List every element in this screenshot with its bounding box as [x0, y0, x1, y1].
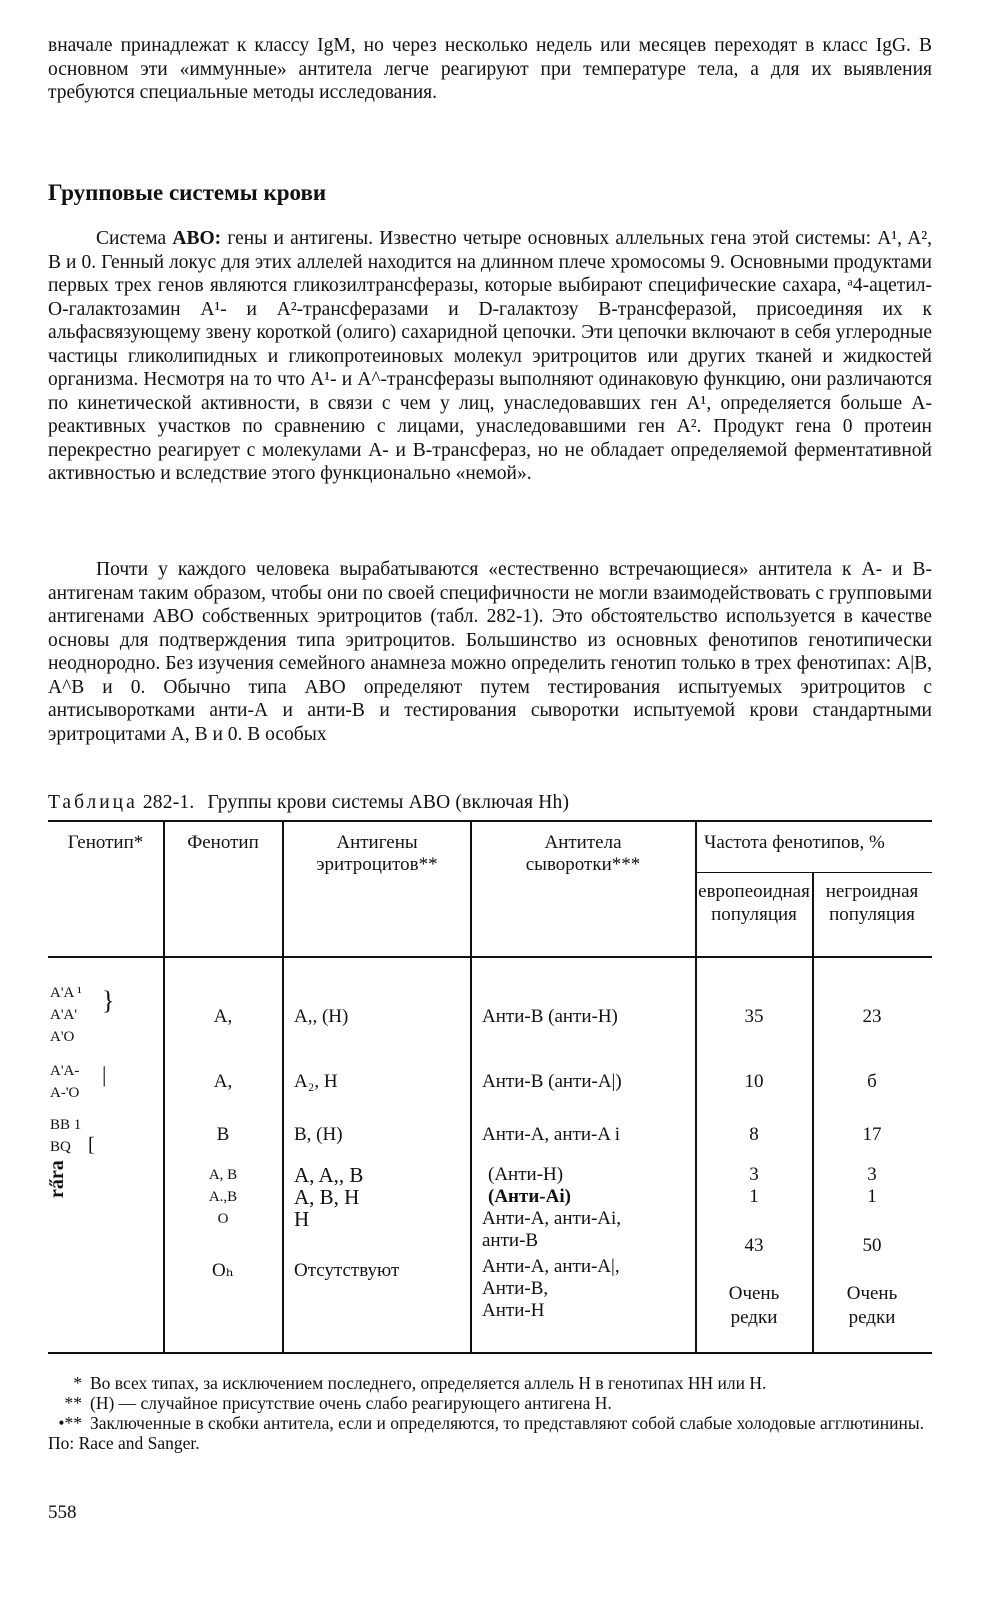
row4-side-label: ra̋ra [46, 1160, 68, 1198]
row3-antigens: B, (H) [294, 1124, 343, 1145]
row4-phenotypes [164, 1164, 282, 1230]
header-genotype: Генотип* [67, 832, 144, 853]
row4-antibody-1: (Анти-Н) [488, 1164, 564, 1185]
abo-paragraph [48, 227, 932, 486]
row3-phenotype: B [216, 1124, 230, 1145]
caption-label: Таблица [48, 792, 138, 813]
header-european: европеоидная популяция [698, 881, 810, 925]
row4-phenotype-2: A.,B [208, 1189, 238, 1205]
table-bottom-rule [48, 1352, 932, 1354]
row4-negroid-a [814, 1164, 930, 1208]
row5-european [696, 1282, 812, 1330]
row1-genotype-2: A'A' [50, 1007, 78, 1023]
header-phenotype: Фенотип [187, 832, 259, 853]
page-number: 558 [48, 1502, 77, 1523]
row2-phenotype: A, [213, 1071, 233, 1092]
source-line: По: Race and Sanger. [48, 1433, 200, 1453]
row1-antigens: A,, (H) [294, 1006, 349, 1027]
abo-text: гены и антигены. Известно четыре основных аллельных гена этой системы: A¹, A², B и 0. Генный локус для этих аллелей находится на длинном плече хромосомы 9. Основными продуктами первых трех генов являются гликозилтрансферазы, которые выбирают специфические сахара, ᵃ4-ацетил-О-галактозамин A¹- и A²-трансферазами и D-галактозу В-трансферазой, присоединяя их к альфасвязующему звену короткой (олиго) сахаридной цепочки. Эти цепочки включают в себя углеродные частицы гликолипидных и гликопротеиновых молекул эритроцитов или других тканей и жидкостей организма. Несмотря на то что A¹- и A^-трансферазы выполняют одинаковую функцию, они различаются по кинетической активности, в связи с чем у лиц, унаследовавших ген A¹, определяется больше А-реактивных участков по сравнению с лицами, унаследовавшими ген A². Продукт гена 0 протеин перекрестно реагирует с молекулами А- и В-трансфераз, но не обладает определяемой ферментативной активностью и вследствие этого функционально «немой». [48, 228, 933, 484]
footnotes [48, 1373, 932, 1453]
row4-negroid-2: 1 [867, 1186, 877, 1207]
row5-european-1: Очень [728, 1283, 780, 1304]
row1-european: 35 [744, 1006, 764, 1027]
footnote-1-mark: * [73, 1373, 82, 1393]
row2-genotypes [50, 1060, 110, 1104]
row5-european-2: редки [730, 1307, 778, 1328]
header-antigens: Антигены эритроцитов** [316, 832, 438, 875]
row4-antibodies [482, 1164, 692, 1252]
row2-antigens: A₂, H [294, 1071, 338, 1092]
row5-antibody-2: Анти-В, [482, 1278, 549, 1299]
row4-antibody-2: (Анти-Ai) [488, 1186, 571, 1207]
col-rule-2 [282, 820, 284, 1352]
row1-genotype-1: A'A ¹ [50, 985, 82, 1001]
row3-genotype-2: BQ [50, 1139, 71, 1155]
row5-antibody-3: Анти-Н [482, 1300, 545, 1321]
footnote-1-text: Во всех типах, за исключением последнего, определяется аллель Н в генотипах НН или Н. [90, 1373, 767, 1393]
row5-antibodies [482, 1256, 692, 1322]
row3-european: 8 [749, 1124, 759, 1145]
row3-negroid: 17 [862, 1124, 882, 1145]
row1-negroid: 23 [862, 1006, 882, 1027]
section-title: Групповые системы крови [48, 180, 327, 205]
footnote-3-text: Заключенные в скобки антитела, если и определяются, то представляют собой слабые холодовые агглютинины. [90, 1413, 925, 1433]
row2-brace: | [102, 1062, 107, 1087]
row2-european: 10 [744, 1071, 764, 1092]
row5-negroid-2: редки [848, 1307, 896, 1328]
header-bottom-rule [48, 956, 932, 958]
frequency-subrule [695, 872, 932, 873]
blood-groups-table [48, 820, 932, 1356]
row2-negroid: б [867, 1071, 877, 1092]
row2-genotype-2: A-'O [50, 1085, 80, 1101]
col-rule-5 [812, 872, 814, 1352]
footnote-2-text: (Н) — случайное присутствие очень слабо реагирующего антигена Н. [90, 1393, 612, 1413]
row4-phenotype-3: O [217, 1211, 229, 1227]
header-negroid: негроидная популяция [825, 881, 919, 925]
table-caption [48, 792, 569, 814]
footnote-2-mark: ** [64, 1393, 82, 1413]
row4-antibody-3: Анти-А, анти-Ai, [482, 1208, 622, 1229]
row3-antibodies: Анти-А, анти-A i [482, 1124, 621, 1145]
footnote-3-mark: •** [58, 1413, 82, 1433]
row4-european-a [696, 1164, 812, 1208]
row3-brace: [ [88, 1134, 95, 1156]
col-rule-3 [470, 820, 472, 1352]
table-top-rule [48, 820, 932, 822]
row3-genotype-1: BB 1 [50, 1117, 82, 1133]
row2-antibodies: Анти-В (анти-A|) [482, 1071, 622, 1092]
row1-phenotype: A, [213, 1006, 233, 1027]
footnote-2 [48, 1393, 932, 1413]
abo-lead: Система [96, 228, 167, 249]
row5-phenotype: Oₕ [212, 1260, 234, 1281]
row4-antigen-2: A, B, H [294, 1185, 360, 1209]
row5-antigens: Отсутствуют [294, 1260, 400, 1281]
row4-european-3: 43 [744, 1235, 764, 1256]
row1-genotype-3: A'O [50, 1029, 75, 1045]
footnote-3 [48, 1413, 932, 1433]
row4-negroid-1: 3 [867, 1164, 877, 1185]
natural-antibodies-paragraph: Почти у каждого человека вырабатываются «естественно встречающиеся» антитела к А- и В-антигенам таким образом, чтобы они по своей специфичности не могли взаимодействовать с групповыми антигенами ABO собственных эритроцитов (табл. 282-1). Это обстоятельство используется в качестве основы для подтверждения типа эритроцитов. Большинство из основных фенотипов генотипически неоднородно. Без изучения семейного анамнеза можно определить генотип только в трех фенотипах: A|B, A^B и 0. Обычно типа ABO определяют путем тестирования испытуемых эритроцитов с антисыворотками анти-А и анти-В и тестирования сыворотки испытуемой крови стандартными эритроцитами А, В и 0. В особых [48, 559, 932, 745]
intro-paragraph: вначале принадлежат к классу IgM, но через несколько недель или месяцев переходят в класс IgG. В основном эти «иммунные» антитела легче реагируют при температуре тела, а для их выявления требуются специальные методы исследования. [48, 35, 932, 103]
row4-phenotype-1: A, B [208, 1167, 238, 1183]
row4-european-1: 3 [749, 1164, 759, 1185]
header-antibodies: Антитела сыворотки*** [525, 832, 641, 875]
row4-european-2: 1 [749, 1186, 759, 1207]
row1-antibodies: Анти-В (анти-Н) [482, 1006, 618, 1027]
row4-antibody-4: анти-В [482, 1230, 539, 1251]
row1-brace: } [102, 986, 115, 1015]
row5-negroid [814, 1282, 930, 1330]
row5-negroid-1: Очень [846, 1283, 898, 1304]
abo-lead-bold: ABO: [172, 228, 222, 249]
row5-antibody-1: Анти-А, анти-A|, [482, 1256, 620, 1277]
row4-antigen-1: A, A,, B [294, 1163, 364, 1187]
row4-antigens [294, 1164, 464, 1230]
header-frequency: Частота фенотипов, % [704, 832, 885, 853]
footnote-1 [48, 1373, 932, 1393]
row2-genotype-1: A'A- [50, 1063, 80, 1079]
caption-text: Группы крови системы ABO (включая Hh) [207, 792, 570, 813]
row1-genotypes [50, 982, 110, 1048]
row3-genotypes [50, 1114, 110, 1158]
caption-number: 282-1. [142, 792, 195, 813]
row4-antigen-3: H [294, 1207, 310, 1231]
row4-negroid-3: 50 [862, 1235, 882, 1256]
